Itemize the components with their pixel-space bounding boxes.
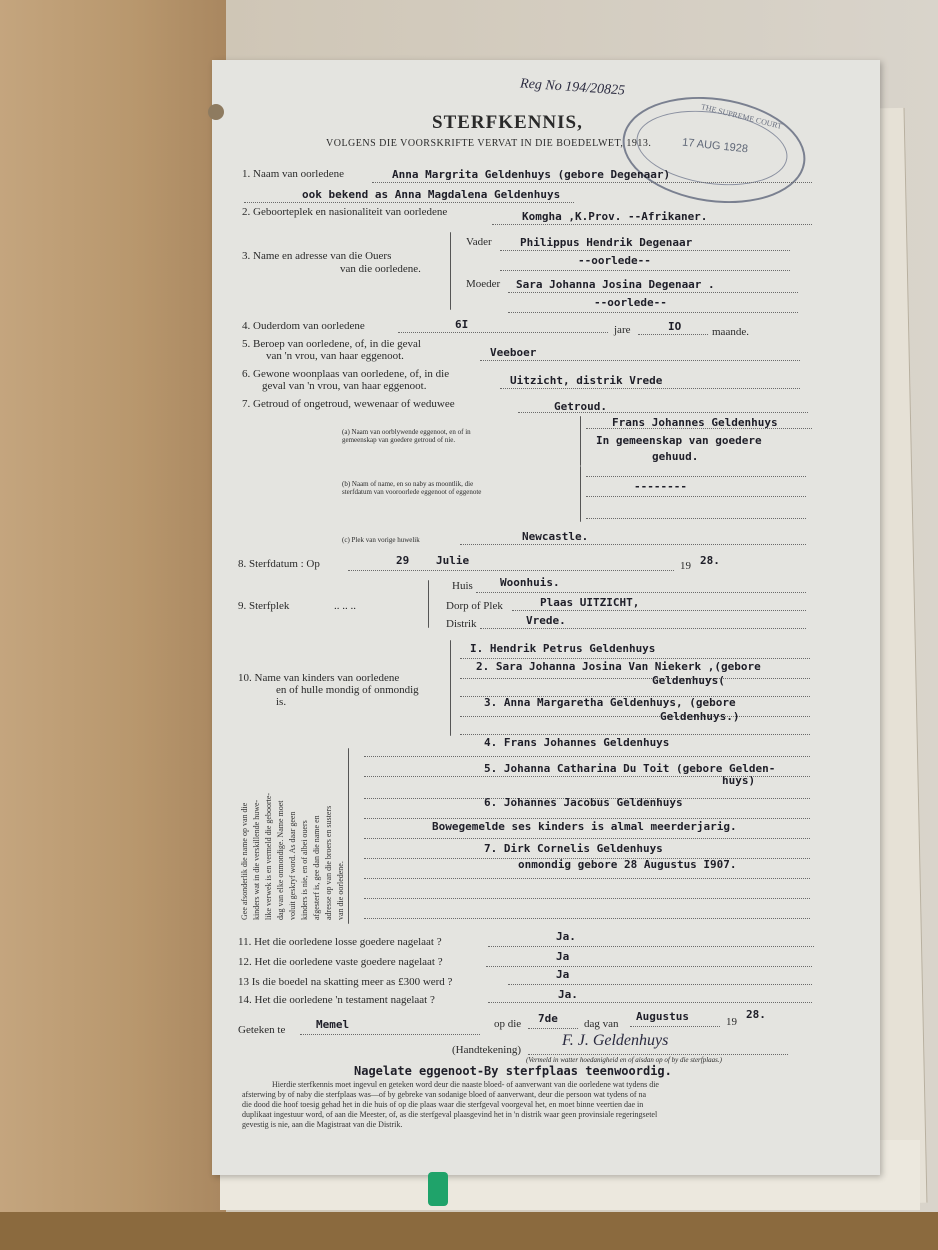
death-day: 29	[396, 554, 410, 567]
page-title: STERFKENNIS,	[432, 112, 583, 133]
moeder-label: Moeder	[466, 278, 501, 290]
field-7-value: Getroud.	[554, 400, 607, 413]
field-7b-label-2: sterfdatum van vooroorlede eggenoot of eggenote	[342, 488, 482, 496]
signed-month: Augustus	[636, 1010, 689, 1023]
geteken-label: Geteken te	[238, 1024, 286, 1036]
dotted-line	[500, 388, 800, 389]
dotted-line	[364, 756, 810, 757]
field-9-dots: .. .. ..	[334, 600, 356, 612]
side-instruction-1: Gee afsonderlik die name op van die	[240, 802, 249, 920]
stamp-text: THE SUPREME COURT	[700, 102, 783, 131]
field-1-label: 1. Naam van oorledene	[242, 168, 345, 180]
huis-label: Huis	[452, 580, 473, 592]
field-3-label: 3. Name en adresse van die Ouers	[242, 250, 392, 262]
child-1: I. Hendrik Petrus Geldenhuys	[470, 642, 656, 655]
green-clip	[428, 1172, 448, 1206]
shelf	[0, 1212, 938, 1250]
field-10-label: 10. Name van kinders van oorledene	[238, 672, 400, 684]
dotted-line	[476, 592, 806, 593]
page-subtitle: VOLGENS DIE VOORSKRIFTE VERVAT IN DIE BOEDELWET, 1913.	[326, 138, 652, 149]
dotted-line	[488, 1002, 812, 1003]
side-instruction-6: kinders is nie, en of albei ouers	[300, 820, 309, 920]
spouse-name: Frans Johannes Geldenhuys	[612, 416, 778, 429]
huis-value: Woonhuis.	[500, 576, 560, 589]
signature: F. J. Geldenhuys	[562, 1032, 669, 1049]
dotted-line	[508, 312, 798, 313]
field-5-label: 5. Beroep van oorledene, of, in die geval	[242, 338, 421, 350]
dotted-line	[364, 918, 810, 919]
field-7b-value: --------	[634, 480, 687, 493]
field-1-value-2: ook bekend as Anna Magdalena Geldenhuys	[302, 188, 561, 201]
side-instruction-8: adresse op van die broers en susters	[324, 805, 333, 920]
dotted-line	[244, 202, 574, 203]
dotted-line	[364, 838, 810, 839]
field-3-label-2: van die oorledene.	[340, 263, 421, 275]
brace	[580, 416, 581, 466]
side-instruction-9: van die oorledene.	[336, 861, 345, 920]
field-2-value: Komgha ,K.Prov. --Afrikaner.	[522, 210, 708, 223]
dotted-line	[500, 250, 790, 251]
distrik-value: Vrede.	[526, 614, 566, 627]
side-instruction-4: dag van elke onmondige. Name moet	[276, 800, 285, 920]
child-5-cont: huys)	[722, 774, 756, 787]
dorp-label: Dorp of Plek	[446, 600, 503, 612]
field-13-label: 13 Is die boedel na skatting meer as £300 werd ?	[238, 976, 453, 988]
field-12-label: 12. Het die oorledene vaste goedere nagelaat ?	[238, 956, 443, 968]
signature-note: (Vermeld in watter hoedanigheid en of aisdan op of by die sterfplaas.)	[526, 1056, 722, 1064]
vader-value-2: --oorlede--	[578, 254, 651, 267]
age-years: 6I	[455, 318, 469, 331]
field-6-label-2: geval van 'n vrou, van haar eggenoot.	[262, 380, 427, 392]
dotted-line	[492, 224, 812, 225]
dorp-value: Plaas UITZICHT,	[540, 596, 640, 609]
field-5-value: Veeboer	[490, 346, 537, 359]
field-11-label: 11. Het die oorledene losse goedere nagelaat ?	[238, 936, 442, 948]
age-months: IO	[668, 320, 682, 333]
vader-value: Philippus Hendrik Degenaar	[520, 236, 693, 249]
dotted-line	[508, 984, 812, 985]
field-7a-label: (a) Naam van oorblywende eggenoot, en of in	[342, 428, 471, 436]
dotted-line	[586, 518, 806, 519]
dotted-line	[460, 544, 806, 545]
distrik-label: Distrik	[446, 618, 477, 630]
child-7-cont: onmondig gebore 28 Augustus I907.	[518, 858, 737, 871]
child-4: 4. Frans Johannes Geldenhuys	[484, 736, 670, 749]
dotted-line	[300, 1034, 480, 1035]
field-6-label: 6. Gewone woonplaas van oorledene, of, in die	[242, 368, 450, 380]
brace	[450, 232, 451, 310]
dotted-line	[364, 878, 810, 879]
footer-line-4: duplikaat ingestuur word, of aan die Meester, of, as die sterfgeval plaasgevind het in 'n distrik waar geen provinsiale regeringsetel	[242, 1110, 658, 1119]
dotted-line	[460, 658, 810, 659]
field-7c-value: Newcastle.	[522, 530, 589, 543]
dotted-line	[528, 1054, 788, 1055]
field-8-label: 8. Sterfdatum : Op	[238, 558, 320, 570]
brace	[450, 640, 451, 736]
dotted-line	[630, 1026, 720, 1027]
moeder-value: Sara Johanna Josina Degenaar .	[516, 278, 715, 291]
dotted-line	[508, 292, 798, 293]
field-4-label: 4. Ouderdom van oorledene	[242, 320, 365, 332]
dotted-line	[460, 734, 810, 735]
dotted-line	[586, 476, 806, 477]
field-5-label-2: van 'n vrou, van haar eggenoot.	[266, 350, 404, 362]
field-2-label: 2. Geboorteplek en nasionaliteit van oorledene	[242, 206, 448, 218]
spouse-community: In gemeenskap van goedere	[596, 434, 762, 447]
child-6: 6. Johannes Jacobus Geldenhuys	[484, 796, 683, 809]
signed-century: 19	[726, 1016, 737, 1028]
signer-capacity: Nagelate eggenoot-By sterfplaas teenwoordig.	[354, 1064, 672, 1078]
dotted-line	[586, 496, 806, 497]
dotted-line	[372, 182, 812, 183]
op-die-label: op die	[494, 1018, 522, 1030]
dotted-line	[638, 334, 708, 335]
field-10-label-3: is.	[276, 696, 287, 708]
field-11-value: Ja.	[556, 930, 576, 943]
punch-hole	[208, 104, 224, 120]
footer-line-5: gevestig is nie, aan die Magistraat van die Distrik.	[242, 1120, 403, 1129]
death-century: 19	[680, 560, 691, 572]
dotted-line	[486, 966, 812, 967]
field-10-label-2: en of hulle mondig of onmondig	[276, 684, 419, 696]
dotted-line	[488, 946, 814, 947]
field-7-label: 7. Getroud of ongetroud, wewenaar of weduwee	[242, 398, 455, 410]
registration-annotation: Reg No 194/20825	[519, 76, 626, 99]
footer-line-2: afsterwing by of naby die sterfplaas was—of by gebreke van sodanige bloed of aanverwant, deur die persoon wat tydens of na	[242, 1090, 647, 1099]
age-months-label: maande.	[712, 326, 749, 338]
brace	[580, 466, 581, 522]
child-7: 7. Dirk Cornelis Geldenhuys	[484, 842, 663, 855]
stamp-date: 17 AUG 1928	[681, 136, 749, 156]
child-3: 3. Anna Margaretha Geldenhuys, (gebore	[484, 696, 736, 709]
side-instruction-2: kinders wat in die verskillende huwe-	[252, 799, 261, 920]
dotted-line	[460, 678, 810, 679]
moeder-value-2: --oorlede--	[594, 296, 667, 309]
spouse-community-2: gehuud.	[652, 450, 699, 463]
vader-label: Vader	[466, 236, 492, 248]
children-note: Bowegemelde ses kinders is almal meerderjarig.	[432, 820, 737, 833]
dotted-line	[480, 628, 806, 629]
dotted-line	[348, 570, 674, 571]
age-years-label: jare	[614, 324, 631, 336]
dag-van-label: dag van	[584, 1018, 619, 1030]
field-13-value: Ja	[556, 968, 570, 981]
field-6-value: Uitzicht, distrik Vrede	[510, 374, 663, 387]
field-14-value: Ja.	[558, 988, 578, 1001]
field-12-value: Ja	[556, 950, 570, 963]
field-7b-label: (b) Naam of name, en so naby as moontlik, die	[342, 480, 474, 488]
footer-line-1: Hierdie sterfkennis moet ingevul en geteken word deur die naaste bloed- of aanverwant van die oorledene wat tydens die	[272, 1080, 659, 1089]
child-5: 5. Johanna Catharina Du Toit (gebore Gelden-	[484, 762, 776, 775]
side-instruction-5: voluit geskryf word. As daar geen	[288, 811, 297, 920]
side-instruction-3: like verwek is en vermeld die geboorte-	[264, 792, 273, 920]
field-9-label: 9. Sterfplek	[238, 600, 290, 612]
signed-place: Memel	[316, 1018, 350, 1031]
child-2-cont: Geldenhuys(	[652, 674, 725, 687]
dotted-line	[460, 716, 810, 717]
brace	[428, 580, 429, 628]
child-3-cont: Geldenhuys.)	[660, 710, 740, 723]
dotted-line	[480, 360, 800, 361]
signed-year: 28.	[746, 1008, 766, 1021]
brace	[348, 748, 349, 924]
handtekening-label: (Handtekening)	[452, 1044, 522, 1056]
dotted-line	[512, 610, 806, 611]
field-7c-label: (c) Plek van vorige huwelik	[342, 536, 420, 544]
death-month: Julie	[436, 554, 470, 567]
side-instruction-7: afgesterf is, gee dan die name en	[312, 815, 321, 920]
dotted-line	[364, 898, 810, 899]
field-14-label: 14. Het die oorledene 'n testament nagelaat ?	[238, 994, 435, 1006]
dotted-line	[528, 1028, 578, 1029]
death-year: 28.	[700, 554, 720, 567]
field-1-value: Anna Margrita Geldenhuys (gebore Degenaar)	[392, 168, 671, 181]
footer-line-3: die dood die hoof toesig gehad het in die huis of op die plaas waar die sterfgeval voorgeval het, en moet binne veertien dae in	[242, 1100, 644, 1109]
signed-day: 7de	[538, 1012, 558, 1025]
dotted-line	[398, 332, 608, 333]
folder-cover	[0, 0, 226, 1250]
dotted-line	[500, 270, 790, 271]
child-2: 2. Sara Johanna Josina Van Niekerk ,(gebore	[476, 660, 761, 673]
field-7a-label-2: gemeenskap van goedere getroud of nie.	[342, 436, 456, 444]
dotted-line	[364, 818, 810, 819]
